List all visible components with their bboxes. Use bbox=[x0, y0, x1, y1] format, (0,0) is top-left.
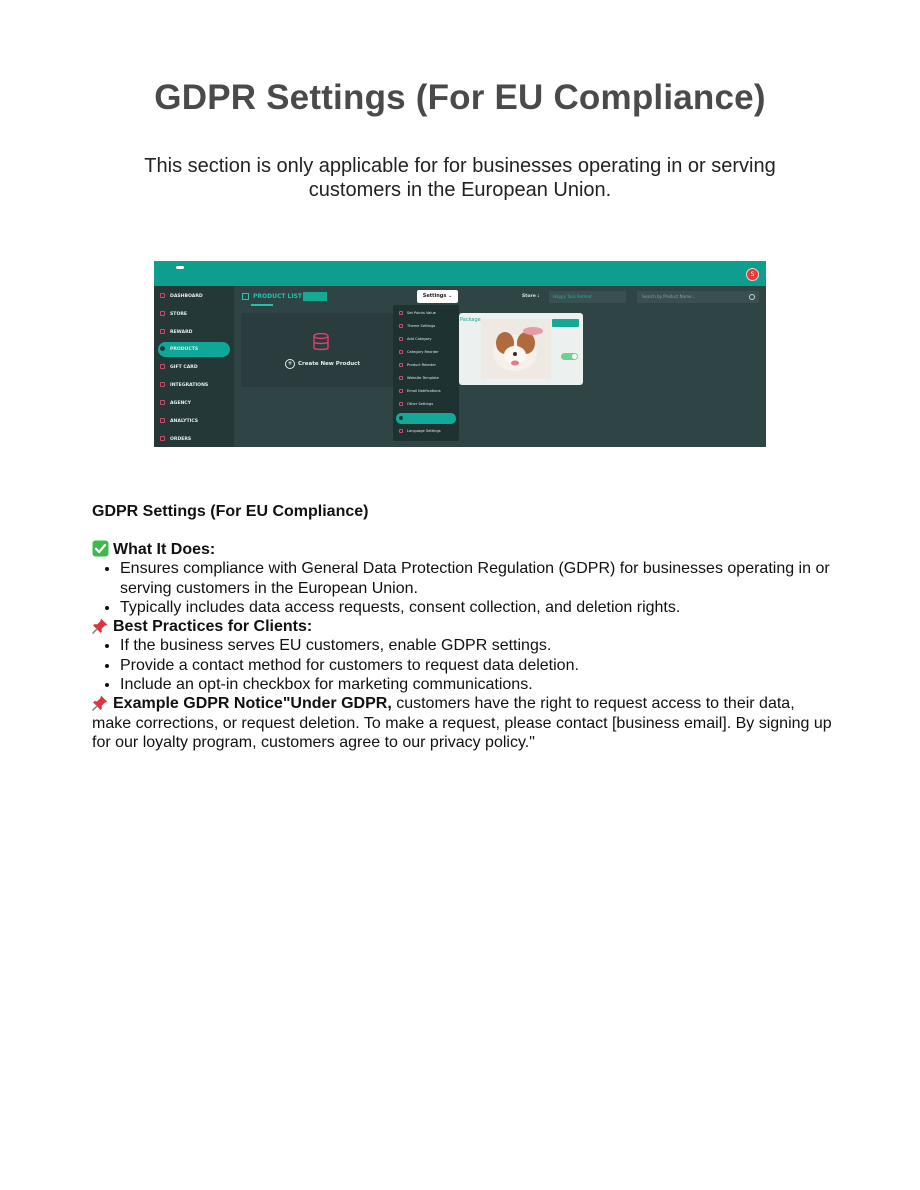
menu-item-label: Theme Settings bbox=[407, 324, 436, 328]
example-notice bbox=[92, 694, 832, 752]
product-action-button[interactable] bbox=[552, 319, 579, 327]
pencil-icon bbox=[399, 311, 403, 315]
product-list-tab[interactable] bbox=[242, 293, 302, 300]
menu-item-label: Website Template bbox=[407, 376, 439, 380]
store-select[interactable]: Happy Tails Retreat bbox=[549, 291, 626, 303]
section-heading: GDPR Settings (For EU Compliance) bbox=[92, 503, 369, 520]
app-topbar bbox=[154, 261, 766, 286]
settings-menu bbox=[393, 305, 459, 441]
sidebar-item-label: PRODUCTS bbox=[170, 347, 199, 352]
page-subtitle: This section is only applicable for for businesses operating in or serving customers in the European Union. bbox=[144, 155, 776, 201]
best-practices-heading bbox=[92, 617, 832, 636]
product-toggle[interactable] bbox=[561, 353, 578, 360]
trophy-icon bbox=[160, 329, 165, 334]
product-list-label: PRODUCT LIST bbox=[253, 293, 303, 300]
sidebar-item-orders[interactable] bbox=[158, 432, 230, 447]
search-icon bbox=[749, 294, 755, 300]
cart-icon bbox=[160, 436, 165, 441]
template-icon bbox=[399, 376, 403, 380]
pushpin-icon bbox=[92, 617, 109, 634]
best-practices-list bbox=[92, 636, 832, 694]
menu-item-label: Category Reorder bbox=[407, 350, 439, 354]
plug-icon bbox=[160, 382, 165, 387]
create-new-product-button[interactable] bbox=[285, 359, 360, 369]
shield-icon bbox=[399, 416, 403, 420]
mail-icon bbox=[399, 389, 403, 393]
menu-item-label: Language Settings bbox=[407, 429, 441, 433]
menu-item-label: Set Points Value bbox=[407, 311, 436, 315]
menu-item-label: Add Category bbox=[407, 337, 432, 341]
theme-icon bbox=[399, 324, 403, 328]
sidebar-item-analytics[interactable] bbox=[158, 414, 230, 429]
example-text: customers have the right to request access to their data, make corrections, or request deletion. To make a request, please contact [business email]. By signing up for our loyalty program, customers agree to our privacy policy." bbox=[92, 695, 832, 751]
example-label: Example GDPR Notice"Under GDPR, bbox=[113, 695, 392, 713]
app-screenshot bbox=[154, 261, 766, 447]
sidebar-item-dashboard[interactable] bbox=[158, 289, 230, 304]
list-icon bbox=[242, 293, 249, 300]
menu-item-theme-settings[interactable] bbox=[396, 321, 456, 332]
database-icon bbox=[313, 333, 329, 351]
best-practices-label: Best Practices for Clients: bbox=[113, 618, 313, 636]
store-icon bbox=[160, 311, 165, 316]
create-new-product-label: Create New Product bbox=[298, 361, 361, 367]
store-label: Store : bbox=[522, 294, 540, 299]
pushpin-icon bbox=[92, 694, 109, 711]
list-item: • Ensures compliance with General Data Protection Regulation (GDPR) for businesses operating in or serving customers in the European Union. bbox=[120, 559, 832, 598]
sidebar-item-reward[interactable] bbox=[158, 325, 230, 340]
sidebar-item-integrations[interactable] bbox=[158, 378, 230, 393]
menu-item-email-notifications[interactable] bbox=[396, 386, 456, 397]
products-icon bbox=[160, 346, 165, 351]
list-item: • Typically includes data access requests, consent collection, and deletion rights. bbox=[120, 598, 832, 617]
settings-dropdown-button[interactable]: Settings ⌄ bbox=[417, 290, 458, 303]
sidebar-item-label: DASHBOARD bbox=[170, 294, 203, 299]
menu-item-website-template[interactable] bbox=[396, 373, 456, 384]
product-card[interactable] bbox=[459, 313, 583, 385]
menu-item-label: Product Reorder bbox=[407, 363, 436, 367]
menu-item-add-category[interactable] bbox=[396, 334, 456, 345]
sidebar-item-label: STORE bbox=[170, 312, 188, 317]
avatar[interactable]: S bbox=[746, 268, 759, 281]
sidebar-item-agency[interactable] bbox=[158, 396, 230, 411]
sidebar-item-label: ANALYTICS bbox=[170, 419, 199, 424]
sidebar-item-label: AGENCY bbox=[170, 401, 192, 406]
search-placeholder: Search by Product Name... bbox=[642, 294, 696, 299]
sidebar-item-products[interactable] bbox=[158, 342, 230, 357]
reorder-icon bbox=[399, 363, 403, 367]
menu-item-set-points-value[interactable] bbox=[396, 308, 456, 319]
list-item: • Include an opt-in checkbox for marketing communications. bbox=[120, 675, 832, 694]
what-it-does-label: What It Does: bbox=[113, 541, 216, 558]
sidebar-item-store[interactable] bbox=[158, 307, 230, 322]
plus-icon: + bbox=[285, 359, 295, 369]
sidebar-item-gift-card[interactable] bbox=[158, 360, 230, 375]
product-card-label: Package bbox=[460, 317, 481, 323]
tab-underline bbox=[251, 304, 273, 306]
menu-item-language-settings[interactable] bbox=[396, 426, 456, 437]
agency-icon bbox=[160, 400, 165, 405]
create-product-card[interactable] bbox=[241, 313, 395, 387]
what-it-does-heading bbox=[92, 540, 832, 559]
sidebar bbox=[154, 286, 234, 447]
gear-icon bbox=[399, 402, 403, 406]
check-mark-icon bbox=[92, 540, 109, 557]
language-icon bbox=[399, 429, 403, 433]
menu-item-label: Other Settings bbox=[407, 402, 434, 406]
chart-icon bbox=[160, 418, 165, 423]
sidebar-item-label: GIFT CARD bbox=[170, 365, 198, 370]
gift-icon bbox=[160, 364, 165, 369]
sidebar-item-label: REWARD bbox=[170, 330, 193, 335]
dog-image bbox=[481, 319, 551, 379]
sidebar-item-label: ORDERS bbox=[170, 437, 192, 442]
menu-item-label: Email Notifications bbox=[407, 389, 441, 393]
menu-item-category-reorder[interactable] bbox=[396, 347, 456, 358]
product-list-badge bbox=[303, 292, 327, 301]
sidebar-item-label: INTEGRATIONS bbox=[170, 383, 209, 388]
reorder-icon bbox=[399, 350, 403, 354]
menu-item-gdpr-active[interactable] bbox=[396, 413, 456, 424]
menu-item-product-reorder[interactable] bbox=[396, 360, 456, 371]
search-input[interactable] bbox=[637, 291, 759, 303]
page-title: GDPR Settings (For EU Compliance) bbox=[154, 78, 766, 117]
menu-item-other-settings[interactable] bbox=[396, 399, 456, 410]
section-content bbox=[92, 540, 832, 752]
logo-mark bbox=[176, 266, 184, 269]
what-it-does-list bbox=[92, 559, 832, 617]
home-icon bbox=[160, 293, 165, 298]
list-item: • Provide a contact method for customers to request data deletion. bbox=[120, 656, 832, 675]
list-item: • If the business serves EU customers, enable GDPR settings. bbox=[120, 636, 832, 655]
category-icon bbox=[399, 337, 403, 341]
